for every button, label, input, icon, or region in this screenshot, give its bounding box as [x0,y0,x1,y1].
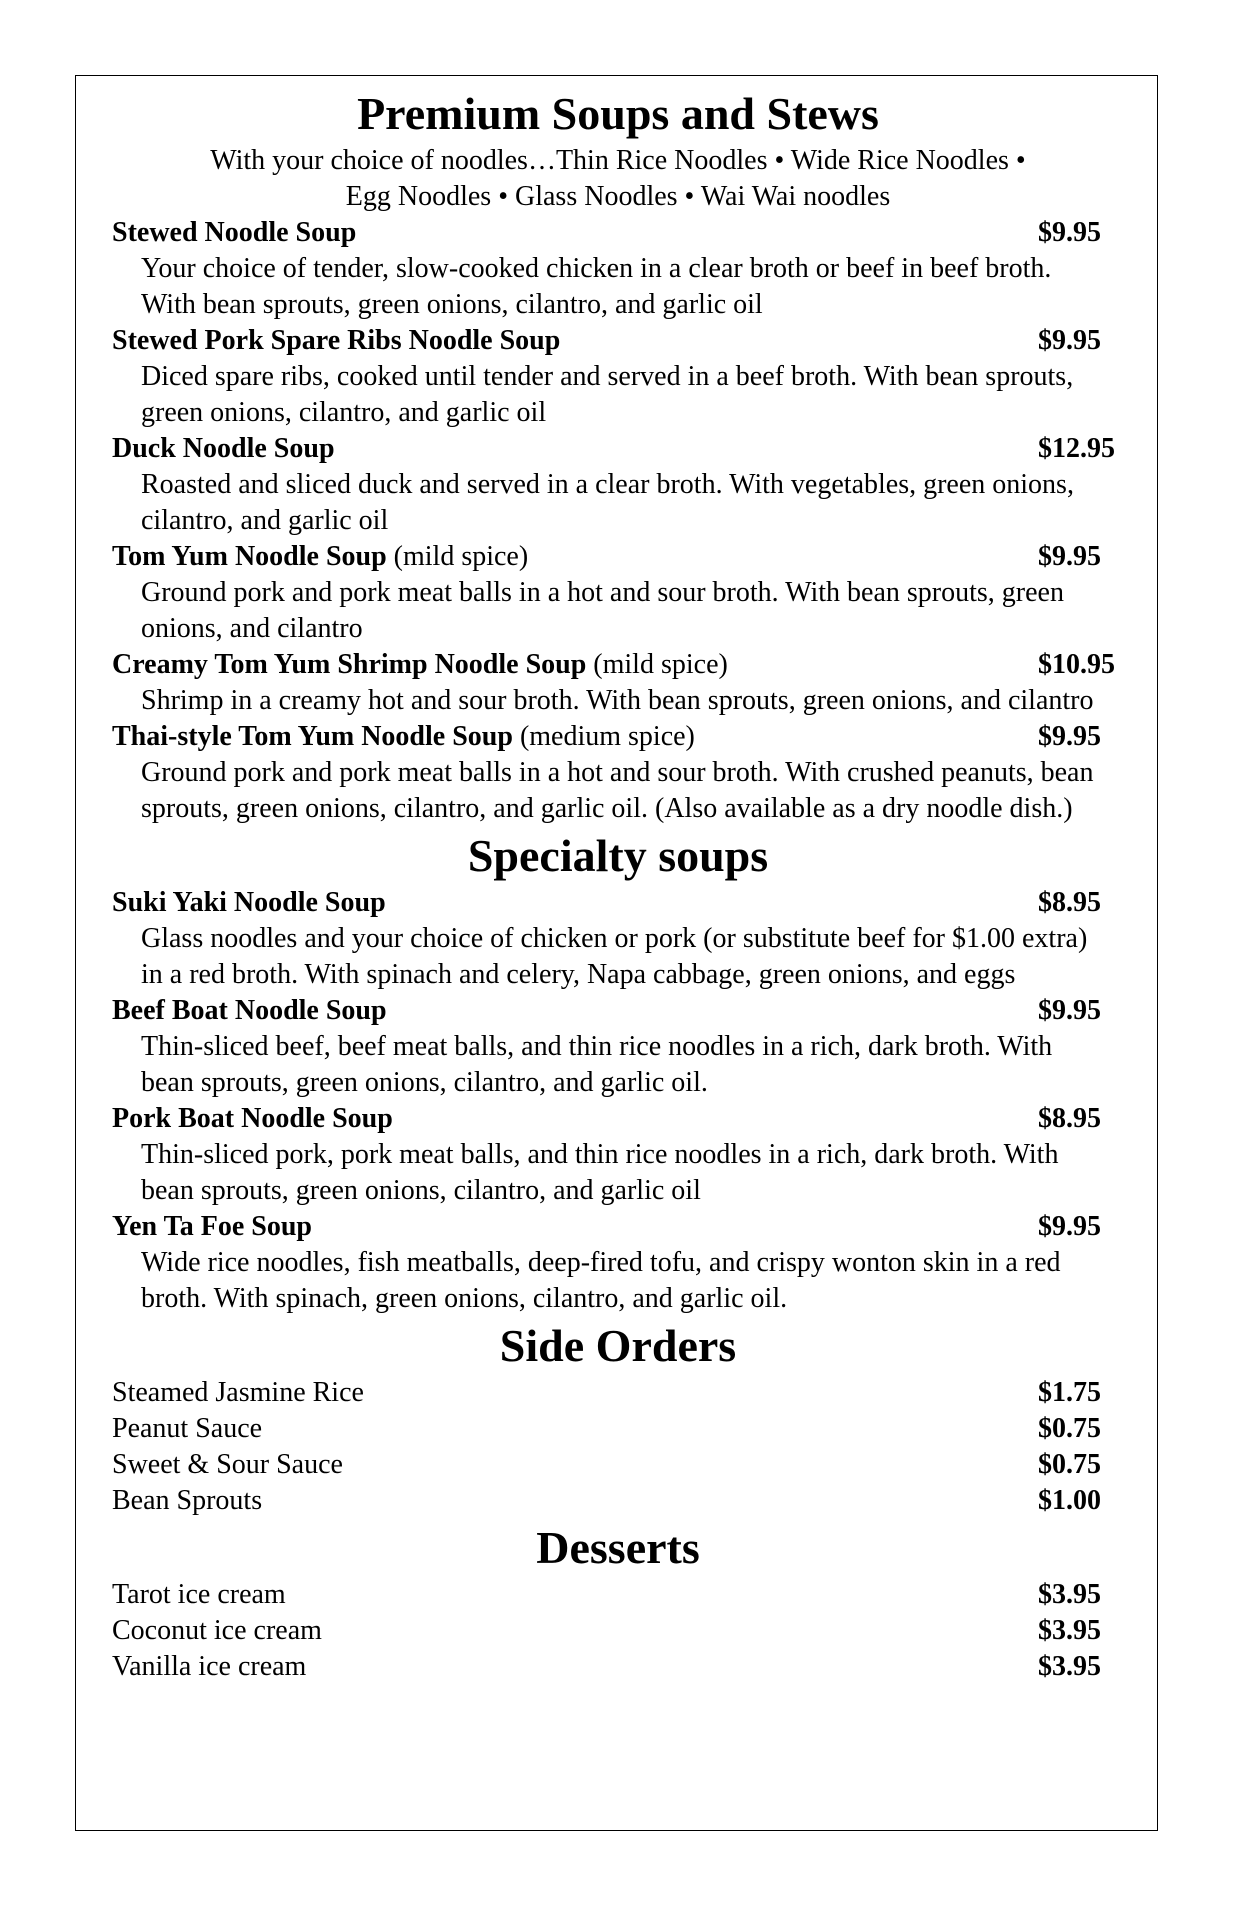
dessert-name: Coconut ice cream [112,1615,322,1646]
dessert-item [112,1577,1124,1613]
item-name: Beef Boat Noodle Soup [112,995,387,1026]
side-name: Steamed Jasmine Rice [112,1377,364,1408]
item-name: Thai-style Tom Yum Noodle Soup (medium spice) [112,721,695,752]
noodle-choices-line-2: Egg Noodles • Glass Noodles • Wai Wai noodles [345,181,891,212]
item-note: (mild spice) [386,541,529,572]
item-note: (mild spice) [586,649,728,680]
item-description: Shrimp in a creamy hot and sour broth. With bean sprouts, green onions, and cilantro [141,685,1094,716]
side-price: $0.75 [1038,1413,1101,1444]
dessert-item [112,1613,1124,1649]
item-description: Glass noodles and your choice of chicken or pork (or substitute beef for $1.00 extra) in a red broth. With spinach and celery, Napa cabbage, green onions, and eggs [141,923,1088,990]
side-name: Bean Sprouts [112,1485,263,1516]
section-title-specialty: Specialty soups [467,830,769,881]
side-item [112,1447,1124,1483]
item-name: Stewed Noodle Soup [112,217,357,248]
menu-item [112,215,1124,323]
dessert-name: Vanilla ice cream [112,1651,307,1682]
item-description: Thin-sliced beef, beef meat balls, and thin rice noodles in a rich, dark broth. With bean sprouts, green onions, cilantro, and garlic oil. [141,1031,1053,1098]
side-item [112,1375,1124,1411]
item-name: Stewed Pork Spare Ribs Noodle Soup [112,325,561,356]
item-description: Wide rice noodles, fish meatballs, deep-fired tofu, and crispy wonton skin in a red broth. With spinach, green onions, cilantro, and garlic oil. [141,1247,1061,1314]
dessert-price: $3.95 [1038,1579,1101,1610]
item-name: Suki Yaki Noodle Soup [112,887,386,918]
menu-item [112,323,1124,431]
menu-item [112,647,1124,719]
desserts-section [112,1519,1124,1685]
item-description: Diced spare ribs, cooked until tender and served in a beef broth. With bean sprouts, green onions, cilantro, and garlic oil [141,361,1074,428]
item-note: (medium spice) [512,721,695,752]
item-price: $9.95 [1038,995,1101,1026]
item-description: Ground pork and pork meat balls in a hot and sour broth. With bean sprouts, green onions, and cilantro [141,577,1064,644]
item-price: $9.95 [1038,217,1101,248]
side-item [112,1411,1124,1447]
item-description: Roasted and sliced duck and served in a clear broth. With vegetables, green onions, cilantro, and garlic oil [141,469,1074,536]
item-price: $12.95 [1038,433,1115,464]
item-name: Tom Yum Noodle Soup (mild spice) [112,541,529,572]
side-item [112,1483,1124,1519]
item-price: $9.95 [1038,541,1101,572]
menu-item [112,1101,1124,1209]
item-name: Creamy Tom Yum Shrimp Noodle Soup (mild spice) [112,649,728,680]
section-title-desserts: Desserts [536,1522,700,1573]
specialty-section [112,827,1124,1317]
dessert-name: Tarot ice cream [112,1579,286,1610]
dessert-price: $3.95 [1038,1615,1101,1646]
dessert-item [112,1649,1124,1685]
side-price: $0.75 [1038,1449,1101,1480]
item-price: $8.95 [1038,887,1101,918]
menu-item [112,885,1124,993]
menu-item [112,719,1124,827]
menu-item [112,1209,1124,1317]
menu-content [112,85,1124,1685]
section-title-premium: Premium Soups and Stews [357,88,879,139]
side-price: $1.00 [1038,1485,1101,1516]
side-name: Peanut Sauce [112,1413,263,1444]
menu-item [112,431,1124,539]
item-description: Thin-sliced pork, pork meat balls, and thin rice noodles in a rich, dark broth. With bean sprouts, green onions, cilantro, and garlic oil [141,1139,1059,1206]
dessert-price: $3.95 [1038,1651,1101,1682]
item-price: $10.95 [1038,649,1115,680]
item-name: Pork Boat Noodle Soup [112,1103,393,1134]
item-price: $9.95 [1038,721,1101,752]
item-price: $8.95 [1038,1103,1101,1134]
item-description: Your choice of tender, slow-cooked chicken in a clear broth or beef in beef broth. With bean sprouts, green onions, cilantro, and garlic oil [141,253,1052,320]
item-price: $9.95 [1038,1211,1101,1242]
item-name: Yen Ta Foe Soup [112,1211,312,1242]
item-name: Duck Noodle Soup [112,433,335,464]
sides-section [112,1317,1124,1519]
item-description: Ground pork and pork meat balls in a hot and sour broth. With crushed peanuts, bean sprouts, green onions, cilantro, and garlic oil. (Also available as a dry noodle dish.) [141,757,1094,824]
side-name: Sweet & Sour Sauce [112,1449,343,1480]
side-price: $1.75 [1038,1377,1101,1408]
premium-section [112,85,1124,827]
menu-item [112,539,1124,647]
noodle-choices-line-1: With your choice of noodles…Thin Rice Noodles • Wide Rice Noodles • [210,145,1026,176]
section-title-sides: Side Orders [499,1320,737,1371]
menu-item [112,993,1124,1101]
item-price: $9.95 [1038,325,1101,356]
